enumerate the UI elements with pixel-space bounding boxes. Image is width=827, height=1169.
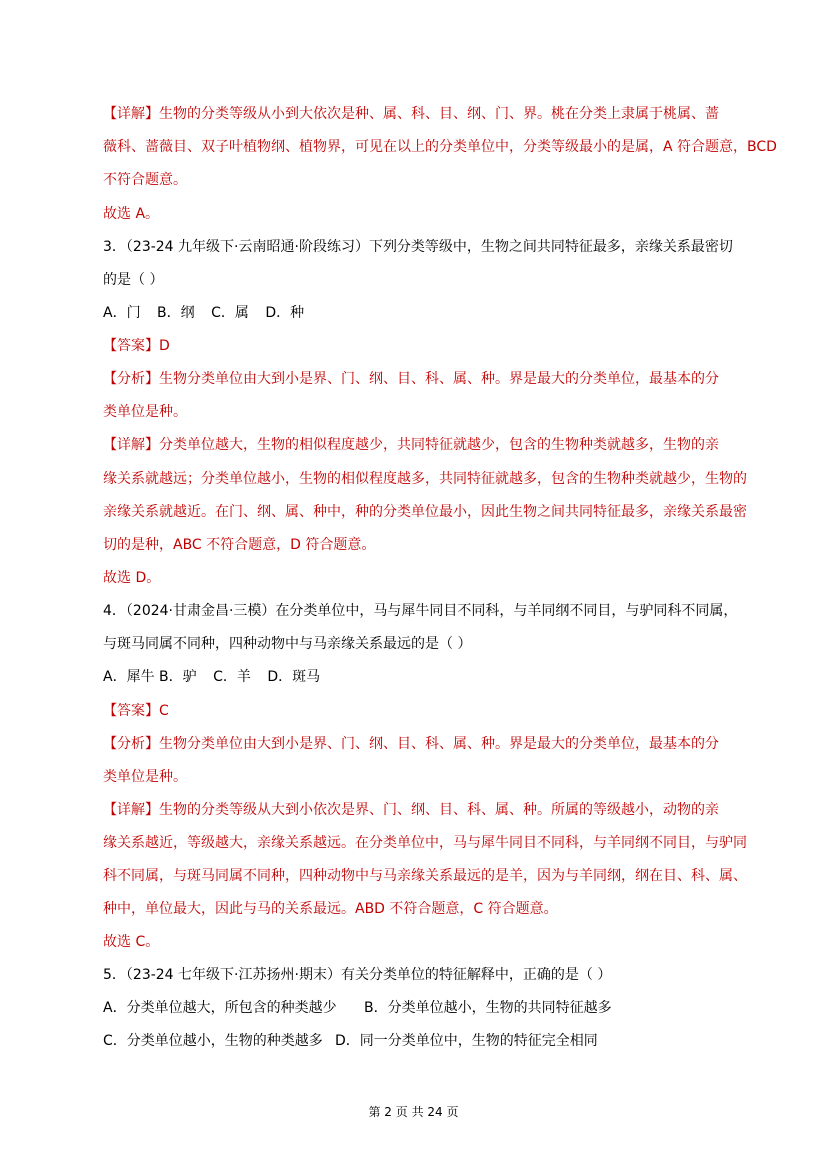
current-page: 2 bbox=[384, 1105, 392, 1119]
q2-detail-line-2: 薇科、蔷薇目、双子叶植物纲、植物界，可见在以上的分类单位中，分类等级最小的是属，A 符合题意，BCD bbox=[103, 139, 777, 155]
q5-stem: 5．（23-24 七年级下·江苏扬州·期末）有关分类单位的特征解释中，正确的是（ ） bbox=[103, 967, 612, 983]
q3-detail-line-3: 亲缘关系就越近。在门、纲、属、种中，种的分类单位最小，因此生物之间共同特征最多，亲缘关系最密 bbox=[103, 504, 747, 520]
q4-answer bbox=[0, 700, 827, 722]
option-b: B．纲 bbox=[157, 305, 195, 321]
q4-analysis-line-1: 【分析】生物分类单位由大到小是界、门、纲、目、科、属、种。界是最大的分类单位，最基本的分 bbox=[103, 736, 719, 752]
option-d: D．同一分类单位中，生物的特征完全相同 bbox=[335, 1033, 598, 1049]
option-a: A．犀牛 bbox=[103, 669, 155, 685]
analysis-label: 【分析】 bbox=[103, 371, 159, 387]
option-a: A．分类单位越大，所包含的种类越少 bbox=[103, 1000, 337, 1016]
q3-analysis-line-2: 类单位是种。 bbox=[103, 404, 187, 420]
q3-detail-line-4: 切的是种，ABC 不符合题意，D 符合题意。 bbox=[103, 537, 376, 553]
option-d: D．种 bbox=[265, 305, 305, 321]
q5-options-line-2 bbox=[0, 1030, 827, 1052]
option-d: D．斑马 bbox=[267, 669, 321, 685]
answer-label: 【答案】 bbox=[103, 338, 159, 354]
answer-value: C bbox=[159, 703, 169, 719]
answer-value: D bbox=[159, 338, 170, 354]
option-c: C．属 bbox=[211, 305, 249, 321]
option-c: C．分类单位越小，生物的种类越多 bbox=[103, 1033, 323, 1049]
q5-options-line-1 bbox=[0, 997, 827, 1019]
q2-detail-line-1: 【详解】生物的分类等级从小到大依次是种、属、科、目、纲、门、界。桃在分类上隶属于桃属、蔷 bbox=[103, 106, 719, 122]
q3-detail-line-2: 缘关系就越远；分类单位越小，生物的相似程度越多，共同特征就越多，包含的生物种类就越少，生物的 bbox=[103, 471, 747, 487]
analysis-label: 【分析】 bbox=[103, 736, 159, 752]
detail-label: 【详解】 bbox=[103, 437, 159, 453]
q4-detail-line-4: 种中，单位最大，因此与马的关系最远。ABD 不符合题意，C 符合题意。 bbox=[103, 901, 558, 917]
q3-options bbox=[0, 302, 827, 324]
option-b: B．驴 bbox=[159, 669, 197, 685]
page-footer: 第 2 页 共 24 页 bbox=[368, 1105, 459, 1119]
q4-options bbox=[0, 666, 827, 688]
q4-detail-line-2: 缘关系越近，等级越大，亲缘关系越远。在分类单位中，马与犀牛同目不同科，与羊同纲不同目，与驴同 bbox=[103, 835, 747, 851]
q3-stem-line-2: 的是（ ） bbox=[103, 272, 164, 288]
detail-label: 【详解】 bbox=[103, 106, 159, 122]
option-c: C．羊 bbox=[213, 669, 251, 685]
q2-conclusion: 故选 A。 bbox=[103, 206, 160, 222]
q4-analysis-line-2: 类单位是种。 bbox=[103, 769, 187, 785]
q4-stem-line-2: 与斑马同属不同种，四种动物中与马亲缘关系最远的是（ ） bbox=[103, 636, 472, 652]
q2-detail-line-3: 不符合题意。 bbox=[103, 172, 187, 188]
q3-analysis-line-1: 【分析】生物分类单位由大到小是界、门、纲、目、科、属、种。界是最大的分类单位，最基本的分 bbox=[103, 371, 719, 387]
option-b: B．分类单位越小，生物的共同特征越多 bbox=[364, 1000, 612, 1016]
option-a: A．门 bbox=[103, 305, 141, 321]
detail-label: 【详解】 bbox=[103, 802, 159, 818]
q3-conclusion: 故选 D。 bbox=[103, 570, 161, 586]
q4-stem-line-1: 4．（2024·甘肃金昌·三模）在分类单位中，马与犀牛同目不同科，与羊同纲不同目，与驴同科不同属， bbox=[103, 603, 738, 619]
total-pages: 24 bbox=[427, 1105, 443, 1119]
q4-detail-line-3: 科不同属，与斑马同属不同种，四种动物中与马亲缘关系最远的是羊，因为与羊同纲，纲在目、科、属、 bbox=[103, 868, 747, 884]
q3-detail-line-1: 【详解】分类单位越大，生物的相似程度越少，共同特征就越少，包含的生物种类就越多，生物的亲 bbox=[103, 437, 719, 453]
answer-label: 【答案】 bbox=[103, 703, 159, 719]
q4-conclusion: 故选 C。 bbox=[103, 934, 160, 950]
q4-detail-line-1: 【详解】生物的分类等级从大到小依次是界、门、纲、目、科、属、种。所属的等级越小，动物的亲 bbox=[103, 802, 719, 818]
q3-stem-line-1: 3．（23-24 九年级下·云南昭通·阶段练习）下列分类等级中，生物之间共同特征最多，亲缘关系最密切 bbox=[103, 239, 733, 255]
q3-answer bbox=[0, 335, 827, 357]
